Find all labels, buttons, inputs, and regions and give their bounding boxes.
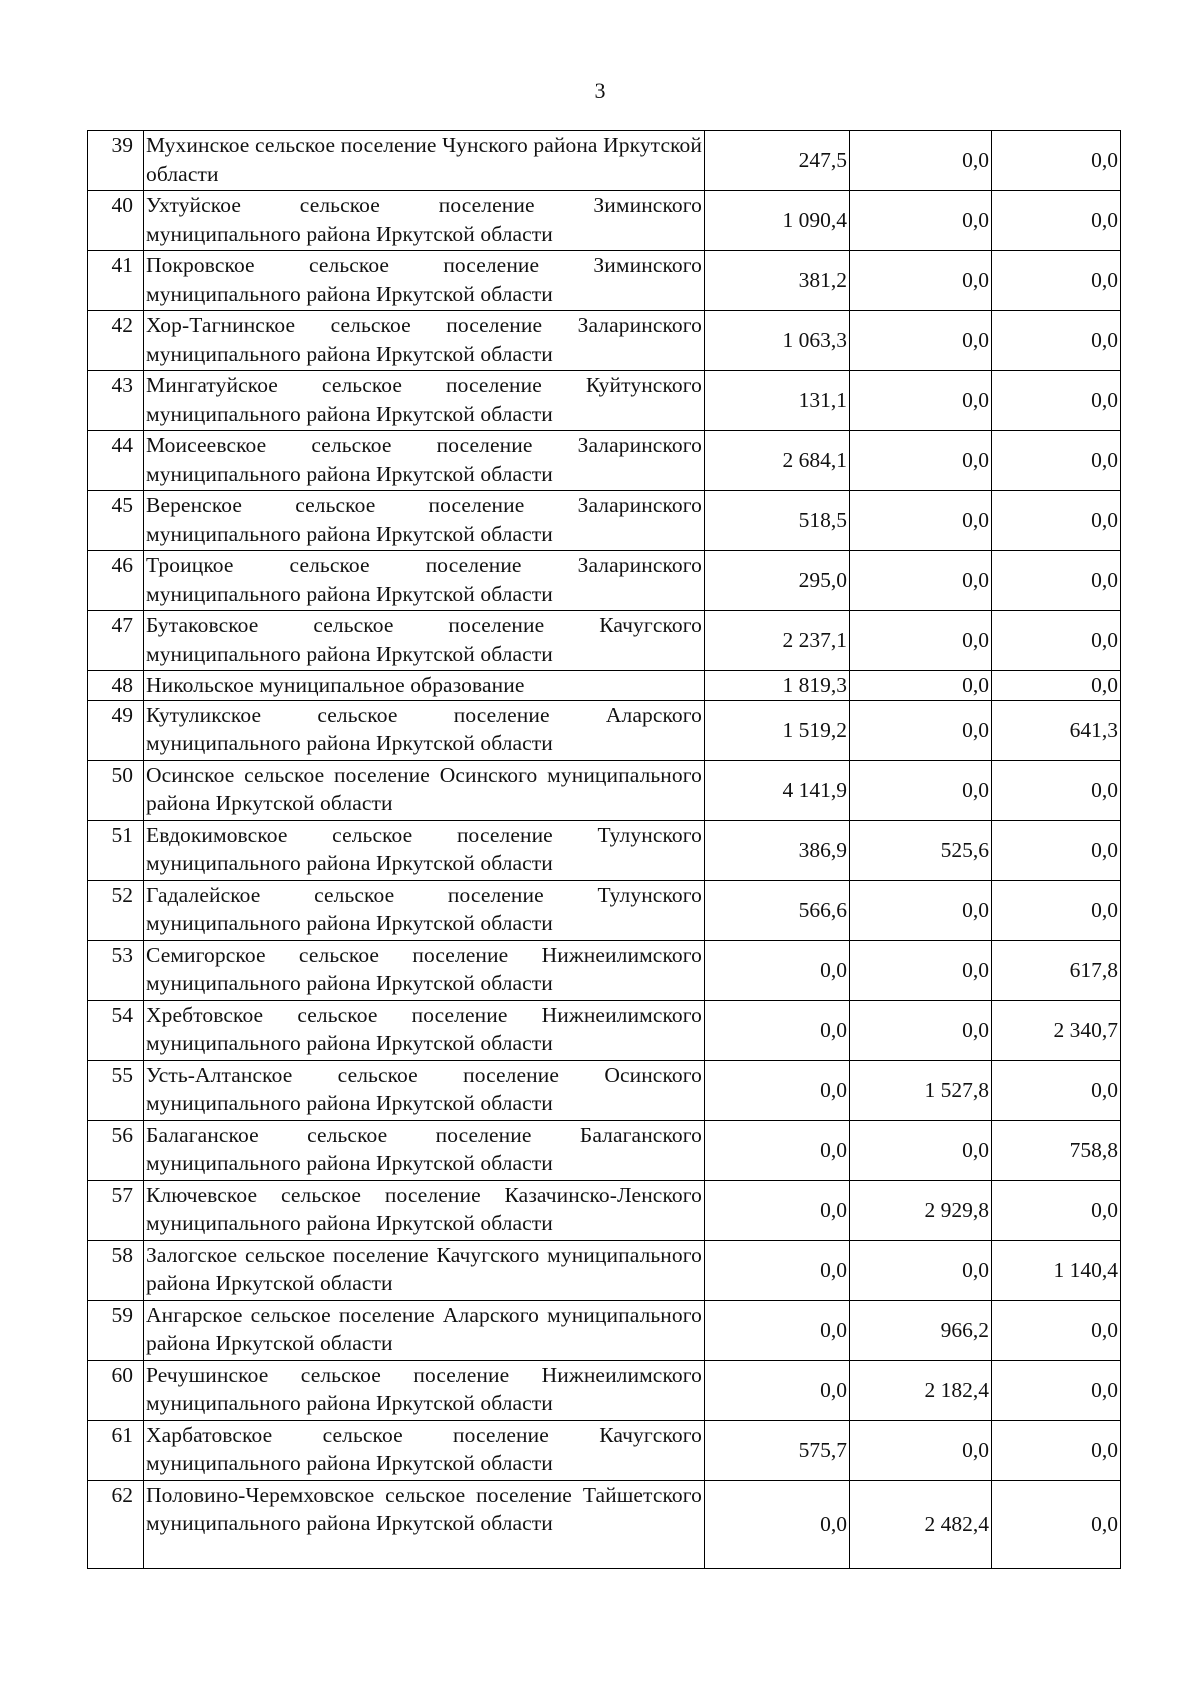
table-row bbox=[88, 311, 1121, 371]
value-col-3: 0,0 bbox=[992, 880, 1121, 940]
table-row bbox=[88, 371, 1121, 431]
settlement-name: Осинское сельское поселение Осинского муниципального района Иркутской области bbox=[144, 760, 705, 820]
value-col-3: 0,0 bbox=[992, 1300, 1121, 1360]
table-row bbox=[88, 940, 1121, 1000]
row-number: 58 bbox=[88, 1240, 144, 1300]
table-row bbox=[88, 700, 1121, 760]
value-col-1: 4 141,9 bbox=[705, 760, 850, 820]
value-col-2: 0,0 bbox=[850, 700, 992, 760]
value-col-1: 1 519,2 bbox=[705, 700, 850, 760]
table-row bbox=[88, 1360, 1121, 1420]
value-col-1: 0,0 bbox=[705, 1360, 850, 1420]
value-col-3: 0,0 bbox=[992, 1180, 1121, 1240]
row-number: 44 bbox=[88, 431, 144, 491]
value-col-2: 0,0 bbox=[850, 940, 992, 1000]
settlement-name: Евдокимовское сельское поселение Тулунского муниципального района Иркутской области bbox=[144, 820, 705, 880]
settlement-name: Половино-Черемховское сельское поселение Тайшетского муниципального района Иркутской области bbox=[144, 1480, 705, 1568]
value-col-3: 617,8 bbox=[992, 940, 1121, 1000]
value-col-1: 0,0 bbox=[705, 940, 850, 1000]
settlement-name: Хребтовское сельское поселение Нижнеилимского муниципального района Иркутской области bbox=[144, 1000, 705, 1060]
table-row bbox=[88, 251, 1121, 311]
value-col-3: 1 140,4 bbox=[992, 1240, 1121, 1300]
value-col-3: 0,0 bbox=[992, 671, 1121, 701]
value-col-2: 0,0 bbox=[850, 1000, 992, 1060]
table-row bbox=[88, 1300, 1121, 1360]
row-number: 59 bbox=[88, 1300, 144, 1360]
row-number: 39 bbox=[88, 131, 144, 191]
row-number: 53 bbox=[88, 940, 144, 1000]
value-col-1: 0,0 bbox=[705, 1060, 850, 1120]
value-col-2: 0,0 bbox=[850, 1420, 992, 1480]
table-row bbox=[88, 1240, 1121, 1300]
value-col-1: 247,5 bbox=[705, 131, 850, 191]
value-col-2: 0,0 bbox=[850, 251, 992, 311]
settlement-name: Харбатовское сельское поселение Качугского муниципального района Иркутской области bbox=[144, 1420, 705, 1480]
row-number: 56 bbox=[88, 1120, 144, 1180]
settlement-name: Бутаковское сельское поселение Качугского муниципального района Иркутской области bbox=[144, 611, 705, 671]
value-col-3: 0,0 bbox=[992, 760, 1121, 820]
row-number: 45 bbox=[88, 491, 144, 551]
value-col-2: 0,0 bbox=[850, 1240, 992, 1300]
value-col-1: 295,0 bbox=[705, 551, 850, 611]
value-col-3: 0,0 bbox=[992, 191, 1121, 251]
table-row bbox=[88, 131, 1121, 191]
value-col-1: 1 063,3 bbox=[705, 311, 850, 371]
settlement-name: Ключевское сельское поселение Казачинско-Ленского муниципального района Иркутской области bbox=[144, 1180, 705, 1240]
row-number: 46 bbox=[88, 551, 144, 611]
settlement-name: Покровское сельское поселение Зиминского муниципального района Иркутской области bbox=[144, 251, 705, 311]
row-number: 42 bbox=[88, 311, 144, 371]
table-row bbox=[88, 1480, 1121, 1568]
row-number: 41 bbox=[88, 251, 144, 311]
row-number: 57 bbox=[88, 1180, 144, 1240]
value-col-1: 0,0 bbox=[705, 1180, 850, 1240]
value-col-1: 0,0 bbox=[705, 1000, 850, 1060]
value-col-1: 575,7 bbox=[705, 1420, 850, 1480]
value-col-1: 518,5 bbox=[705, 491, 850, 551]
row-number: 50 bbox=[88, 760, 144, 820]
settlement-name: Никольское муниципальное образование bbox=[144, 671, 705, 701]
value-col-3: 0,0 bbox=[992, 551, 1121, 611]
table-row bbox=[88, 1000, 1121, 1060]
table-row bbox=[88, 1060, 1121, 1120]
row-number: 47 bbox=[88, 611, 144, 671]
settlement-name: Мухинское сельское поселение Чунского района Иркутской области bbox=[144, 131, 705, 191]
value-col-2: 0,0 bbox=[850, 551, 992, 611]
settlement-name: Речушинское сельское поселение Нижнеилимского муниципального района Иркутской области bbox=[144, 1360, 705, 1420]
row-number: 54 bbox=[88, 1000, 144, 1060]
table-row bbox=[88, 820, 1121, 880]
value-col-3: 2 340,7 bbox=[992, 1000, 1121, 1060]
value-col-1: 386,9 bbox=[705, 820, 850, 880]
value-col-3: 0,0 bbox=[992, 371, 1121, 431]
table-row bbox=[88, 431, 1121, 491]
row-number: 52 bbox=[88, 880, 144, 940]
value-col-1: 0,0 bbox=[705, 1120, 850, 1180]
value-col-1: 2 237,1 bbox=[705, 611, 850, 671]
settlement-name: Ангарское сельское поселение Аларского муниципального района Иркутской области bbox=[144, 1300, 705, 1360]
value-col-2: 2 482,4 bbox=[850, 1480, 992, 1568]
value-col-3: 758,8 bbox=[992, 1120, 1121, 1180]
settlement-name: Троицкое сельское поселение Заларинского муниципального района Иркутской области bbox=[144, 551, 705, 611]
settlement-name: Гадалейское сельское поселение Тулунского муниципального района Иркутской области bbox=[144, 880, 705, 940]
page-number: 3 bbox=[594, 78, 606, 103]
value-col-1: 0,0 bbox=[705, 1480, 850, 1568]
row-number: 62 bbox=[88, 1480, 144, 1568]
value-col-1: 2 684,1 bbox=[705, 431, 850, 491]
value-col-3: 0,0 bbox=[992, 311, 1121, 371]
settlement-name: Семигорское сельское поселение Нижнеилимского муниципального района Иркутской области bbox=[144, 940, 705, 1000]
row-number: 51 bbox=[88, 820, 144, 880]
row-number: 60 bbox=[88, 1360, 144, 1420]
value-col-1: 1 090,4 bbox=[705, 191, 850, 251]
value-col-2: 0,0 bbox=[850, 880, 992, 940]
table-row bbox=[88, 880, 1121, 940]
row-number: 49 bbox=[88, 700, 144, 760]
value-col-2: 0,0 bbox=[850, 191, 992, 251]
value-col-3: 0,0 bbox=[992, 1360, 1121, 1420]
value-col-1: 381,2 bbox=[705, 251, 850, 311]
value-col-2: 0,0 bbox=[850, 611, 992, 671]
row-number: 40 bbox=[88, 191, 144, 251]
table-row bbox=[88, 1180, 1121, 1240]
value-col-2: 0,0 bbox=[850, 131, 992, 191]
row-number: 43 bbox=[88, 371, 144, 431]
value-col-3: 0,0 bbox=[992, 611, 1121, 671]
value-col-3: 0,0 bbox=[992, 431, 1121, 491]
table-row bbox=[88, 551, 1121, 611]
value-col-3: 0,0 bbox=[992, 1480, 1121, 1568]
value-col-3: 0,0 bbox=[992, 1060, 1121, 1120]
value-col-2: 525,6 bbox=[850, 820, 992, 880]
row-number: 61 bbox=[88, 1420, 144, 1480]
table-row bbox=[88, 1420, 1121, 1480]
table-row bbox=[88, 611, 1121, 671]
table-row bbox=[88, 191, 1121, 251]
row-number: 55 bbox=[88, 1060, 144, 1120]
settlement-name: Моисеевское сельское поселение Заларинского муниципального района Иркутской области bbox=[144, 431, 705, 491]
table-row bbox=[88, 760, 1121, 820]
settlement-name: Кутуликское сельское поселение Аларского муниципального района Иркутской области bbox=[144, 700, 705, 760]
table-body bbox=[88, 131, 1121, 1569]
value-col-3: 0,0 bbox=[992, 1420, 1121, 1480]
value-col-2: 966,2 bbox=[850, 1300, 992, 1360]
value-col-1: 566,6 bbox=[705, 880, 850, 940]
value-col-2: 2 929,8 bbox=[850, 1180, 992, 1240]
value-col-2: 2 182,4 bbox=[850, 1360, 992, 1420]
table-row bbox=[88, 671, 1121, 701]
allocation-table bbox=[87, 130, 1121, 1569]
value-col-3: 0,0 bbox=[992, 251, 1121, 311]
value-col-1: 0,0 bbox=[705, 1300, 850, 1360]
value-col-3: 0,0 bbox=[992, 491, 1121, 551]
value-col-2: 0,0 bbox=[850, 760, 992, 820]
value-col-1: 131,1 bbox=[705, 371, 850, 431]
settlement-name: Хор-Тагнинское сельское поселение Заларинского муниципального района Иркутской области bbox=[144, 311, 705, 371]
value-col-2: 0,0 bbox=[850, 491, 992, 551]
value-col-2: 0,0 bbox=[850, 431, 992, 491]
settlement-name: Ухтуйское сельское поселение Зиминского муниципального района Иркутской области bbox=[144, 191, 705, 251]
value-col-3: 0,0 bbox=[992, 131, 1121, 191]
value-col-2: 1 527,8 bbox=[850, 1060, 992, 1120]
table-row bbox=[88, 1120, 1121, 1180]
value-col-2: 0,0 bbox=[850, 371, 992, 431]
settlement-name: Усть-Алтанское сельское поселение Осинского муниципального района Иркутской области bbox=[144, 1060, 705, 1120]
row-number: 48 bbox=[88, 671, 144, 701]
value-col-2: 0,0 bbox=[850, 311, 992, 371]
value-col-3: 641,3 bbox=[992, 700, 1121, 760]
value-col-1: 1 819,3 bbox=[705, 671, 850, 701]
table-row bbox=[88, 491, 1121, 551]
settlement-name: Веренское сельское поселение Заларинского муниципального района Иркутской области bbox=[144, 491, 705, 551]
value-col-2: 0,0 bbox=[850, 671, 992, 701]
value-col-2: 0,0 bbox=[850, 1120, 992, 1180]
settlement-name: Мингатуйское сельское поселение Куйтунского муниципального района Иркутской области bbox=[144, 371, 705, 431]
settlement-name: Залогское сельское поселение Качугского муниципального района Иркутской области bbox=[144, 1240, 705, 1300]
settlement-name: Балаганское сельское поселение Балаганского муниципального района Иркутской области bbox=[144, 1120, 705, 1180]
value-col-3: 0,0 bbox=[992, 820, 1121, 880]
value-col-1: 0,0 bbox=[705, 1240, 850, 1300]
